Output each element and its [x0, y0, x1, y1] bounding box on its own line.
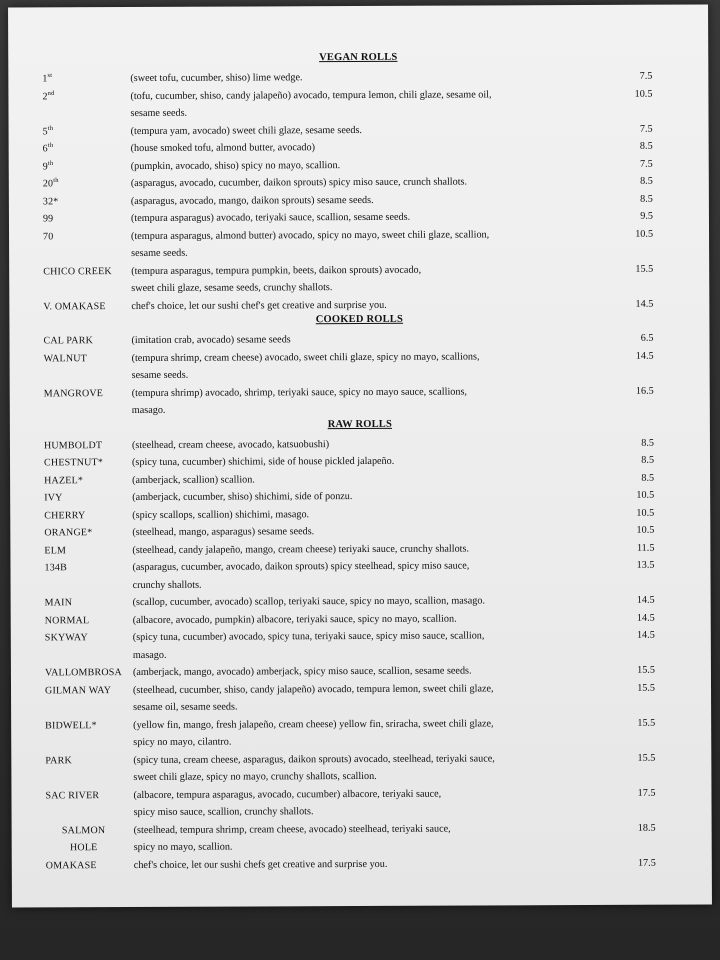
item-price: 8.5 — [640, 175, 653, 187]
item-description — [131, 120, 599, 140]
description-line: masago. — [131, 404, 166, 416]
menu-item — [11, 749, 711, 787]
menu-item — [10, 556, 710, 594]
item-code — [44, 489, 130, 507]
item-code-text: BIDWELL* — [45, 719, 97, 731]
item-code — [42, 70, 128, 88]
item-code-text: WALNUT — [43, 352, 88, 364]
item-description — [133, 784, 601, 821]
description-line: spicy miso sauce, scallion, crunchy shallots. — [133, 806, 314, 818]
description-line: (albacore, avocado, pumpkin) albacore, teriyaki sauce, spicy no mayo, scallion. — [132, 613, 457, 626]
item-code — [43, 298, 129, 316]
item-code — [44, 385, 130, 403]
item-description — [131, 330, 599, 350]
item-price: 13.5 — [636, 559, 655, 571]
item-price: 7.5 — [639, 70, 653, 82]
description-line: (tofu, cucumber, shiso, candy jalapeño) avocado, tempura lemon, chili glaze, sesame oil, — [130, 88, 492, 102]
item-code — [44, 524, 130, 542]
item-code — [43, 263, 129, 281]
item-price: 14.5 — [635, 350, 654, 362]
description-line: (asparagus, avocado, mango, daikon sprouts) sesame seeds. — [130, 194, 374, 207]
item-code-text: 2 — [42, 90, 48, 102]
item-price: 10.5 — [634, 88, 653, 100]
item-code-text: 70 — [43, 230, 54, 242]
item-code — [44, 350, 130, 368]
item-description — [131, 173, 599, 193]
item-code-text: ELM — [44, 544, 67, 556]
description-line: (spicy tuna, cucumber) shichimi, side of house pickled jalapeño. — [132, 455, 395, 468]
description-line: sesame oil, sesame seeds. — [133, 701, 238, 713]
description-line: (spicy tuna, cucumber) avocado, spicy tuna, teriyaki sauce, spicy miso sauce, scallion, — [132, 630, 485, 643]
item-description — [132, 434, 600, 454]
item-code-suffix: th — [53, 176, 59, 185]
menu-page — [8, 4, 712, 907]
description-line: (amberjack, cucumber, shiso) shichimi, side of ponzu. — [132, 491, 353, 503]
item-code-text: HAZEL* — [44, 474, 84, 486]
section-title: COOKED ROLLS — [315, 313, 404, 326]
item-description — [133, 662, 601, 682]
item-code-text: 6 — [42, 143, 48, 155]
item-code-text: HUMBOLDT — [43, 439, 103, 451]
item-code — [44, 437, 130, 455]
item-price: 10.5 — [636, 489, 655, 501]
item-description — [130, 85, 598, 122]
item-code — [43, 332, 129, 350]
item-code — [44, 507, 130, 525]
description-line: (spicy scallops, scallion) shichimi, masago. — [132, 508, 310, 521]
description-line: (steelhead, cucumber, shiso, candy jalapeño) avocado, tempura lemon, sweet chili glaze, — [132, 682, 494, 696]
description-line: chef's choice, let our sushi chefs get creative and surprise you. — [133, 858, 388, 871]
menu-item — [11, 626, 711, 664]
description-line: (scallop, cucumber, avocado) scallop, teriyaki sauce, spicy no mayo, scallion, masago. — [132, 595, 486, 608]
item-price: 16.5 — [635, 385, 654, 397]
item-description — [132, 382, 600, 419]
description-line: (pumpkin, avocado, shiso) spicy no mayo, scallion. — [130, 159, 341, 172]
description-line: (yellow fin, mango, fresh jalapeño, cream cheese) yellow fin, sriracha, sweet chili glaze, — [133, 717, 494, 731]
item-code-suffix: th — [47, 124, 54, 132]
item-code-text: 20 — [42, 178, 54, 190]
menu-item — [10, 347, 710, 385]
item-description — [134, 819, 602, 856]
item-code-text: VALLOMBROSA — [44, 667, 122, 679]
item-code — [43, 193, 129, 211]
item-code-suffix: st — [47, 72, 53, 80]
description-line: (tempura yam, avocado) sweet chili glaze, sesame seeds. — [130, 124, 362, 137]
item-code-text: CHERRY — [44, 509, 86, 521]
menu-item — [11, 714, 711, 752]
item-description — [130, 68, 598, 88]
item-description — [133, 749, 601, 786]
description-line: (albacore, tempura asparagus, avocado, cucumber) albacore, teriyaki sauce, — [133, 788, 442, 801]
description-line: (asparagus, cucumber, avocado, daikon sprouts) spicy steelhead, spicy miso sauce, — [132, 560, 470, 573]
item-code-text: ORANGE* — [44, 527, 93, 539]
item-code-text: OMAKASE — [45, 859, 97, 871]
description-line: masago. — [132, 649, 167, 661]
menu-item — [8, 85, 708, 123]
item-description — [133, 627, 601, 664]
item-description — [132, 452, 600, 472]
description-line: sweet chili glaze, sesame seeds, crunchy shallots. — [131, 282, 333, 294]
item-code-text: IVY — [44, 492, 63, 504]
item-code-text: CHICO CREEK — [43, 265, 112, 277]
item-description — [131, 260, 599, 297]
item-price: 8.5 — [641, 454, 655, 466]
description-line: (tempura asparagus, tempura pumpkin, beets, daikon sprouts) avocado, — [131, 264, 422, 277]
item-code-suffix: th — [47, 142, 54, 150]
item-code — [45, 629, 131, 647]
item-description — [131, 225, 599, 262]
item-price: 17.5 — [637, 857, 656, 869]
item-code-text: NORMAL — [44, 614, 90, 626]
description-line: (amberjack, scallion) scallion. — [132, 473, 255, 486]
description-line: (steelhead, mango, asparagus) sesame seeds. — [132, 526, 315, 538]
item-code — [43, 123, 129, 141]
item-code-text: SAC RIVER — [45, 789, 100, 801]
item-price: 8.5 — [641, 472, 655, 484]
item-code-text-line2: HOLE — [69, 842, 98, 854]
description-line: spicy no mayo, cilantro. — [133, 736, 232, 748]
description-line: (spicy tuna, cream cheese, asparagus, daikon sprouts) avocado, steelhead, teriyaki sauce, — [133, 752, 495, 766]
item-code — [45, 612, 131, 630]
description-line: spicy no mayo, scallion. — [133, 841, 233, 853]
item-description — [132, 469, 600, 489]
description-line: (house smoked tofu, almond butter, avocado) — [130, 142, 316, 154]
description-line: sesame seeds. — [131, 247, 188, 259]
item-code — [44, 454, 130, 472]
item-code — [40, 822, 128, 857]
item-description — [132, 539, 600, 559]
item-description — [131, 208, 599, 228]
item-price: 7.5 — [639, 158, 653, 170]
item-price: 14.5 — [636, 629, 655, 641]
item-code — [44, 559, 130, 577]
description-line: (imitation crab, avocado) sesame seeds — [131, 334, 291, 346]
item-price: 15.5 — [637, 717, 656, 729]
item-code — [43, 158, 129, 176]
item-price: 15.5 — [637, 682, 656, 694]
section-title: VEGAN ROLLS — [319, 51, 398, 64]
item-price: 17.5 — [637, 787, 656, 799]
item-code-text: SKYWAY — [44, 632, 88, 644]
item-code-text: V. OMAKASE — [43, 300, 106, 312]
description-line: (steelhead, cream cheese, avocado, katsuobushi) — [131, 438, 330, 451]
item-description — [131, 295, 599, 315]
item-code — [45, 664, 131, 682]
description-line: (asparagus, avocado, cucumber, daikon sprouts) spicy miso sauce, crunch shallots. — [130, 176, 468, 189]
item-code-text: 134B — [44, 562, 67, 574]
item-description — [134, 854, 602, 874]
description-line: (steelhead, tempura shrimp, cream cheese, avocado) steelhead, teriyaki sauce, — [133, 823, 451, 836]
item-code-text: CAL PARK — [43, 335, 94, 347]
item-price: 18.5 — [637, 822, 656, 834]
item-description — [133, 592, 601, 612]
description-line: chef's choice, let our sushi chef's get creative and surprise you. — [131, 299, 387, 312]
item-price: 8.5 — [640, 193, 653, 205]
item-description — [132, 522, 600, 542]
description-line: sesame seeds. — [131, 369, 189, 381]
item-description — [132, 487, 600, 507]
item-price: 11.5 — [636, 542, 655, 554]
item-code — [45, 752, 131, 770]
item-price: 7.5 — [639, 123, 653, 135]
menu-item — [12, 819, 712, 857]
item-code-text: 5 — [42, 125, 48, 137]
item-code — [45, 717, 131, 735]
item-code-text: MANGROVE — [43, 387, 104, 399]
item-description — [132, 347, 600, 384]
item-price: 8.5 — [639, 140, 653, 152]
item-code-text: 99 — [42, 213, 54, 225]
item-code — [45, 787, 131, 805]
item-price: 9.5 — [640, 210, 653, 222]
item-code-text: CHESTNUT* — [44, 457, 104, 469]
menu-item — [9, 225, 709, 263]
item-price: 10.5 — [636, 507, 655, 519]
item-price: 10.5 — [636, 524, 655, 536]
item-code-text: PARK — [45, 754, 72, 766]
item-code — [43, 175, 129, 193]
item-code-suffix: th — [47, 159, 54, 167]
menu-item — [11, 679, 711, 717]
menu-item — [9, 260, 709, 298]
menu-item — [10, 382, 710, 420]
item-code — [43, 140, 129, 158]
item-price: 14.5 — [635, 298, 654, 310]
item-price: 6.5 — [640, 332, 654, 344]
description-line: (tempura asparagus, almond butter) avocado, spicy no mayo, sweet chili glaze, scallion, — [131, 228, 490, 242]
item-price: 14.5 — [636, 612, 655, 624]
item-price: 15.5 — [637, 664, 655, 676]
item-price: 10.5 — [635, 228, 654, 240]
item-code-text: GILMAN WAY — [44, 684, 112, 696]
item-code — [45, 594, 131, 612]
item-description — [131, 155, 599, 175]
item-code-text: 1 — [42, 73, 48, 85]
description-line: (tempura shrimp) avocado, shrimp, teriyaki sauce, spicy no mayo sauce, scallions, — [131, 386, 467, 399]
item-code-text: 32* — [42, 195, 59, 207]
item-code — [46, 856, 132, 874]
item-code-text: 9 — [42, 160, 48, 172]
item-price: 15.5 — [637, 752, 656, 764]
item-price: 8.5 — [641, 437, 654, 449]
section-title: RAW ROLLS — [327, 418, 393, 430]
item-description — [131, 138, 599, 158]
description-line: (steelhead, candy jalapeño, mango, cream cheese) teriyaki sauce, crunchy shallots. — [132, 543, 470, 556]
item-description — [132, 504, 600, 524]
item-code — [42, 88, 128, 106]
item-description — [132, 557, 600, 594]
item-code — [44, 542, 130, 560]
item-price: 15.5 — [635, 263, 654, 275]
description-line: (amberjack, mango, avocado) amberjack, spicy miso sauce, scallion, sesame seeds. — [132, 665, 472, 678]
item-description — [131, 190, 599, 210]
item-code — [43, 228, 129, 246]
item-code-suffix: nd — [47, 89, 55, 97]
description-line: (tempura shrimp, cream cheese) avocado, sweet chili glaze, spicy no mayo, scallions, — [131, 350, 480, 364]
item-code-text: MAIN — [44, 597, 73, 609]
description-line: (sweet tofu, cucumber, shiso) lime wedge. — [130, 72, 303, 84]
item-description — [133, 609, 601, 629]
description-line: sweet chili glaze, spicy no mayo, crunchy shallots, scallion. — [133, 770, 377, 783]
item-code — [43, 210, 129, 228]
menu-item — [12, 854, 712, 875]
description-line: sesame seeds. — [130, 107, 188, 119]
item-code — [44, 472, 130, 490]
menu-item — [11, 784, 711, 822]
item-code-text: SALMON — [61, 824, 106, 836]
item-description — [133, 679, 601, 716]
description-line: crunchy shallots. — [132, 579, 202, 591]
item-code — [45, 682, 131, 700]
item-description — [133, 714, 601, 751]
description-line: (tempura asparagus) avocado, teriyaki sauce, scallion, sesame seeds. — [130, 211, 411, 224]
item-price: 14.5 — [636, 594, 655, 606]
